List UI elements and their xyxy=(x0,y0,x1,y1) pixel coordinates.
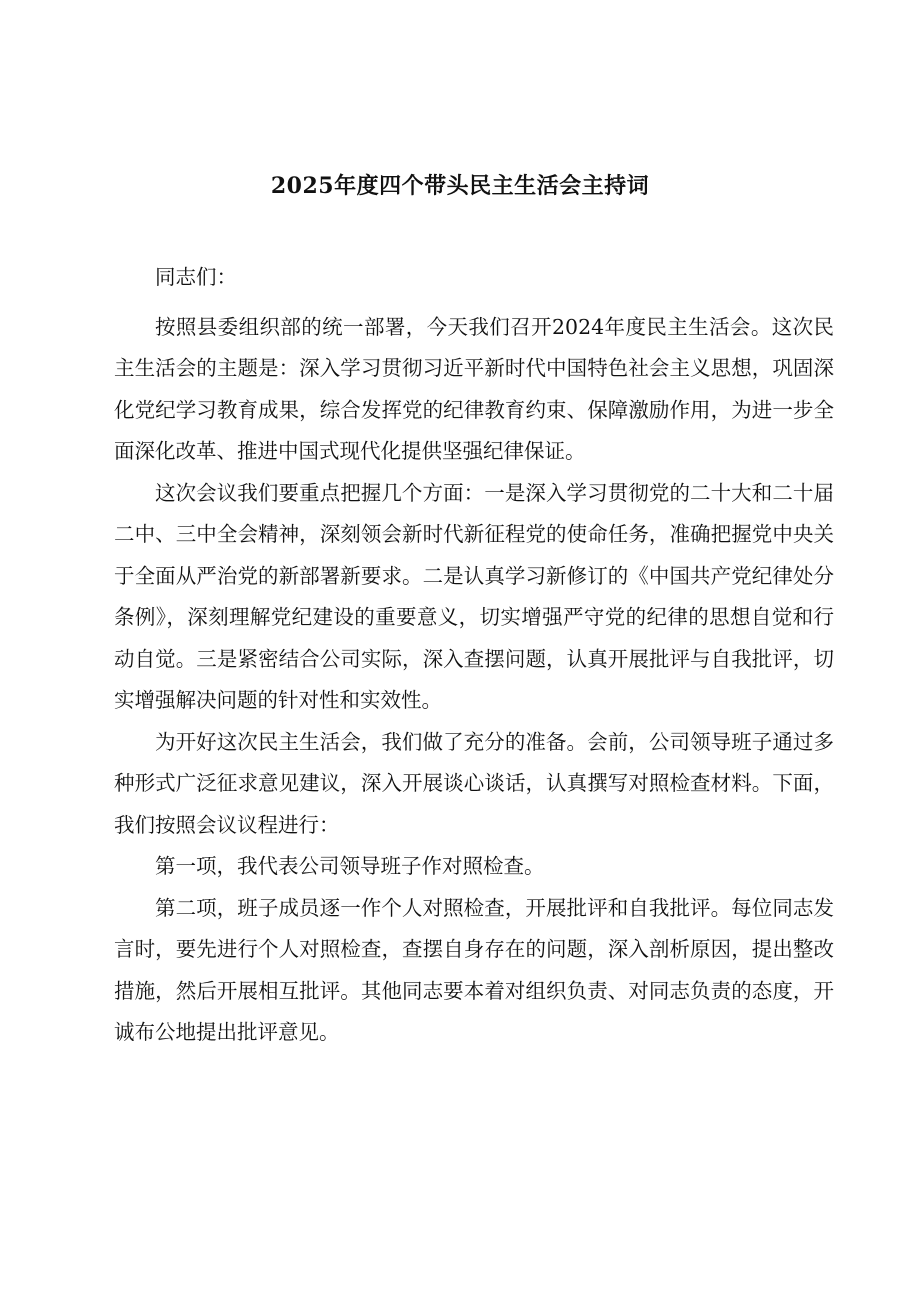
paragraph-5: 第二项，班子成员逐一作个人对照检查，开展批评和自我批评。每位同志发言时，要先进行个人对照检查，查摆自身存在的问题，深入剖析原因，提出整改措施，然后开展相互批评。其他同志要本着对组织负责、对同志负责的态度，开诚布公地提出批评意见。 xyxy=(114,895,834,1044)
paragraph-3: 为开好这次民主生活会，我们做了充分的准备。会前，公司领导班子通过多种形式广泛征求意见建议，深入开展谈心谈话，认真撰写对照检查材料。下面，我们按照会议议程进行： xyxy=(114,729,834,837)
document-body xyxy=(114,257,834,1054)
paragraph-4: 第一项，我代表公司领导班子作对照检查。 xyxy=(155,854,545,878)
document-title: 2025年度四个带头民主生活会主持词 xyxy=(270,173,650,199)
paragraph-1: 按照县委组织部的统一部署，今天我们召开2024年度民主生活会。这次民主生活会的主题是：深入学习贯彻习近平新时代中国特色社会主义思想，巩固深化党纪学习教育成果，综合发挥党的纪律教育约束、保障激励作用，为进一步全面深化改革、推进中国式现代化提供坚强纪律保证。 xyxy=(114,314,834,463)
paragraph-2: 这次会议我们要重点把握几个方面：一是深入学习贯彻党的二十大和二十届二中、三中全会精神，深刻领会新时代新征程党的使命任务，准确把握党中央关于全面从严治党的新部署新要求。二是认真学习新修订的《中国共产党纪律处分条例》，深刻理解党纪建设的重要意义，切实增强严守党的纪律的思想自觉和行动自觉。三是紧密结合公司实际，深入查摆问题，认真开展批评与自我批评，切实增强解决问题的针对性和实效性。 xyxy=(114,480,834,712)
salutation: 同志们： xyxy=(155,265,237,289)
